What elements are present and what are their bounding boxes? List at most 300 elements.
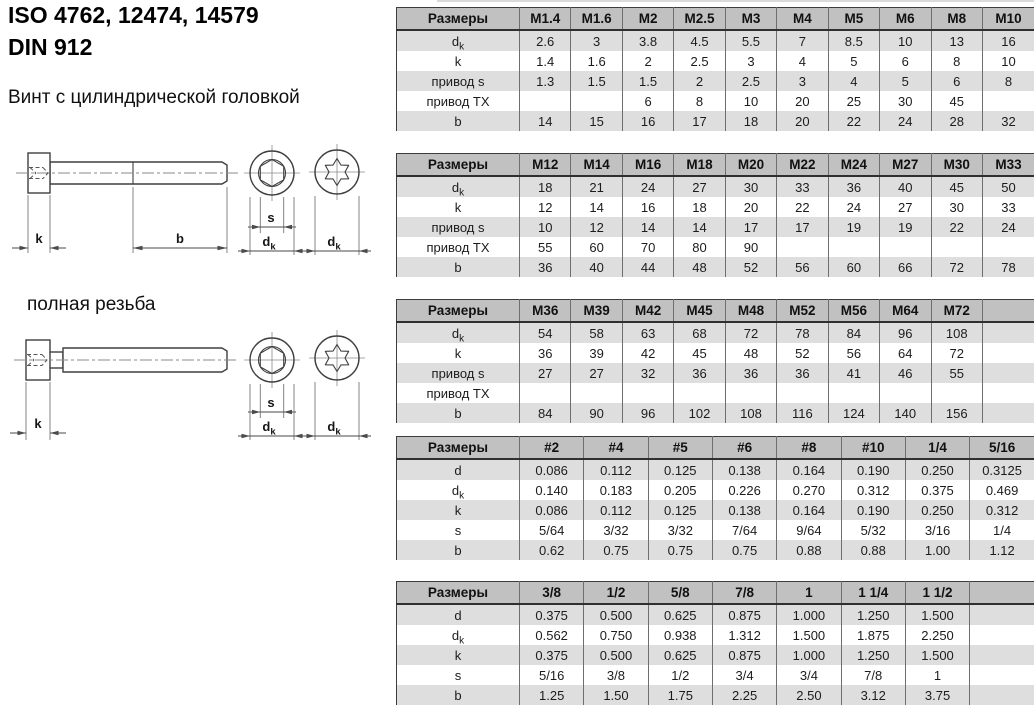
value-cell: 3 [571,30,622,51]
size-column-header: M52 [777,300,828,323]
value-cell: 41 [828,363,879,383]
value-cell: 3.75 [905,685,969,705]
value-cell: 84 [520,403,571,423]
value-cell: 14 [571,197,622,217]
value-cell: 1.4 [520,51,571,71]
value-cell: 1.00 [905,540,969,560]
value-cell: 36 [520,257,571,277]
value-cell [828,237,879,257]
size-column-header: 1 [777,582,841,605]
table-row [397,520,1034,540]
value-cell: 36 [674,363,725,383]
row-label: d [397,604,520,625]
value-cell: 3 [725,51,776,71]
value-cell [982,363,1034,383]
value-cell: 30 [880,91,931,111]
value-cell: 0.500 [584,604,648,625]
value-cell: 8 [674,91,725,111]
value-cell [982,343,1034,363]
value-cell: 56 [777,257,828,277]
dim-label-dk: $d_k$ [327,234,341,253]
value-cell: 1.3 [520,71,571,91]
value-cell: 0.140 [520,480,584,500]
size-column-header: M42 [622,300,673,323]
value-cell: 18 [674,197,725,217]
value-cell: 6 [880,51,931,71]
value-cell: 4.5 [674,30,725,51]
size-column-header [982,300,1034,323]
value-cell: 17 [674,111,725,131]
value-cell: 96 [622,403,673,423]
size-column-header: M6 [880,8,931,31]
value-cell: 0.125 [648,459,712,480]
value-cell: 3/8 [584,665,648,685]
value-cell: 52 [777,343,828,363]
value-cell: 3/32 [584,520,648,540]
value-cell: 140 [880,403,931,423]
screw-drawing-full-thread [0,330,390,455]
value-cell: 0.164 [777,500,841,520]
value-cell: 3/4 [777,665,841,685]
value-cell: 36 [725,363,776,383]
value-cell: 54 [520,322,571,343]
page-title-standards: ISO 4762, 12474, 14579 [8,2,259,29]
value-cell: 16 [622,111,673,131]
value-cell: 7/8 [841,665,905,685]
value-cell [982,403,1034,423]
table-row [397,30,1034,51]
value-cell: 0.500 [584,645,648,665]
dim-label-k: k [35,231,43,246]
row-label: k [397,343,520,363]
value-cell: 0.375 [905,480,969,500]
size-column-header: M1.6 [571,8,622,31]
dimension-tables [396,7,1034,705]
table-row [397,459,1034,480]
value-cell: 1.25 [520,685,584,705]
value-cell: 0.3125 [970,459,1034,480]
value-cell: 13 [931,30,982,51]
size-column-header: M2 [622,8,673,31]
value-cell [970,665,1034,685]
value-cell: 18 [520,176,571,197]
size-column-header: 5/16 [970,437,1034,460]
value-cell: 2.6 [520,30,571,51]
screw-drawing-partial-thread [0,143,390,261]
size-column-header: M45 [674,300,725,323]
row-label: b [397,257,520,277]
value-cell: 0.562 [520,625,584,645]
value-cell: 27 [571,363,622,383]
value-cell: 1 [905,665,969,685]
value-cell: 48 [725,343,776,363]
value-cell: 60 [828,257,879,277]
table-row [397,51,1034,71]
size-column-header: M18 [674,154,725,177]
row-label-column-header: Размеры [397,154,520,177]
value-cell: 48 [674,257,725,277]
dim-label-dk: $d_k$ [262,419,276,438]
torx-end-view [303,330,371,440]
size-column-header: M1.4 [520,8,571,31]
value-cell: 102 [674,403,725,423]
value-cell: 10 [880,30,931,51]
row-label-column-header: Размеры [397,437,520,460]
value-cell: 5 [880,71,931,91]
value-cell: 0.875 [712,645,776,665]
size-column-header: M48 [725,300,776,323]
value-cell: 32 [982,111,1034,131]
size-column-header: M64 [880,300,931,323]
value-cell [520,383,571,403]
size-column-header: M16 [622,154,673,177]
value-cell: 0.75 [584,540,648,560]
value-cell: 68 [674,322,725,343]
row-label: b [397,403,520,423]
table-row [397,217,1034,237]
value-cell [622,383,673,403]
size-column-header [970,582,1034,605]
size-column-header: 1/4 [905,437,969,460]
table-row [397,604,1034,625]
page-title-din: DIN 912 [8,34,92,61]
value-cell: 0.375 [520,645,584,665]
value-cell: 78 [982,257,1034,277]
value-cell: 0.75 [648,540,712,560]
size-column-header: 3/8 [520,582,584,605]
value-cell [970,604,1034,625]
value-cell: 0.270 [777,480,841,500]
value-cell: 1.500 [905,604,969,625]
size-column-header: #5 [648,437,712,460]
row-label: привод TX [397,91,520,111]
size-column-header: M22 [777,154,828,177]
row-label: $d_k$ [397,480,520,500]
value-cell: 2.25 [712,685,776,705]
dim-label-b: b [176,231,184,246]
value-cell: 24 [622,176,673,197]
value-cell: 0.250 [905,459,969,480]
value-cell: 1.875 [841,625,905,645]
value-cell [970,645,1034,665]
top-edge-artifact-strip [437,0,1034,2]
value-cell: 30 [931,197,982,217]
table-row [397,403,1034,423]
hex-socket-end-view [238,332,306,440]
value-cell: 10 [725,91,776,111]
value-cell [828,383,879,403]
value-cell: 16 [982,30,1034,51]
value-cell: 6 [931,71,982,91]
row-label-column-header: Размеры [397,300,520,323]
value-cell: 10 [982,51,1034,71]
value-cell: 46 [880,363,931,383]
header-row [397,154,1034,177]
value-cell: 36 [777,363,828,383]
value-cell: 116 [777,403,828,423]
value-cell [520,91,571,111]
hex-socket-end-view [238,145,306,255]
value-cell: 20 [725,197,776,217]
value-cell [982,383,1034,403]
dimension-table-inch-small [396,436,1034,560]
value-cell: 2 [674,71,725,91]
value-cell: 0.88 [841,540,905,560]
value-cell: 30 [725,176,776,197]
value-cell: 1.250 [841,645,905,665]
value-cell: 19 [880,217,931,237]
size-column-header: 1 1/2 [905,582,969,605]
value-cell: 10 [520,217,571,237]
dim-label-s: s [267,210,274,225]
value-cell: 2.250 [905,625,969,645]
value-cell: 20 [777,91,828,111]
value-cell: 4 [777,51,828,71]
header-row [397,582,1034,605]
size-column-header: M24 [828,154,879,177]
size-column-header: M3 [725,8,776,31]
value-cell: 6 [622,91,673,111]
value-cell: 0.625 [648,604,712,625]
dimension-table-inch-large [396,581,1034,705]
value-cell: 32 [622,363,673,383]
value-cell [674,383,725,403]
value-cell: 22 [931,217,982,237]
value-cell: 0.226 [712,480,776,500]
table-row [397,197,1034,217]
value-cell: 66 [880,257,931,277]
row-label: b [397,111,520,131]
value-cell: 0.875 [712,604,776,625]
value-cell [571,383,622,403]
size-column-header: M36 [520,300,571,323]
value-cell: 45 [931,91,982,111]
row-label: привод s [397,71,520,91]
table-row [397,665,1034,685]
size-column-header: M27 [880,154,931,177]
screw-side-view [12,153,238,253]
value-cell: 33 [982,197,1034,217]
value-cell: 84 [828,322,879,343]
product-name: Винт с цилиндрической головкой [8,87,300,109]
row-label-column-header: Размеры [397,8,520,31]
row-label: s [397,665,520,685]
size-column-header: M30 [931,154,982,177]
value-cell: 7 [777,30,828,51]
value-cell: 36 [828,176,879,197]
value-cell: 27 [674,176,725,197]
dimension-table-metric-m12-m33 [396,153,1034,277]
value-cell: 63 [622,322,673,343]
value-cell: 7/64 [712,520,776,540]
value-cell: 28 [931,111,982,131]
table-row [397,111,1034,131]
table-row [397,71,1034,91]
value-cell: 14 [520,111,571,131]
value-cell: 42 [622,343,673,363]
value-cell: 1.50 [584,685,648,705]
row-label: $d_k$ [397,625,520,645]
value-cell: 0.75 [712,540,776,560]
full-thread-caption: полная резьба [27,294,156,316]
value-cell: 14 [622,217,673,237]
value-cell: 45 [674,343,725,363]
table-row [397,257,1034,277]
value-cell: 72 [931,257,982,277]
row-label: k [397,645,520,665]
value-cell: 3 [777,71,828,91]
value-cell: 25 [828,91,879,111]
value-cell: 0.375 [520,604,584,625]
value-cell: 1.5 [622,71,673,91]
value-cell [982,237,1034,257]
dim-label-k: k [34,416,42,431]
value-cell: 27 [520,363,571,383]
value-cell: 8 [982,71,1034,91]
table-row [397,383,1034,403]
value-cell: 0.190 [841,500,905,520]
size-column-header: #2 [520,437,584,460]
value-cell: 1.000 [777,604,841,625]
table-row [397,91,1034,111]
row-label: привод s [397,363,520,383]
row-label: k [397,500,520,520]
size-column-header: 1/2 [584,582,648,605]
value-cell: 5 [828,51,879,71]
value-cell: 60 [571,237,622,257]
value-cell: 21 [571,176,622,197]
size-column-header: #6 [712,437,776,460]
value-cell [880,383,931,403]
table-row [397,363,1034,383]
value-cell: 0.086 [520,459,584,480]
value-cell [982,322,1034,343]
value-cell: 124 [828,403,879,423]
value-cell: 0.625 [648,645,712,665]
value-cell: 3/4 [712,665,776,685]
table-row [397,237,1034,257]
value-cell: 1.12 [970,540,1034,560]
value-cell: 40 [880,176,931,197]
value-cell: 8 [931,51,982,71]
value-cell: 0.205 [648,480,712,500]
size-column-header: #10 [841,437,905,460]
value-cell: 56 [828,343,879,363]
value-cell: 96 [880,322,931,343]
size-column-header: #4 [584,437,648,460]
value-cell: 1.5 [571,71,622,91]
value-cell: 2 [622,51,673,71]
dim-label-s: s [267,395,274,410]
value-cell [970,685,1034,705]
value-cell: 39 [571,343,622,363]
value-cell: 1/2 [648,665,712,685]
size-column-header: M4 [777,8,828,31]
row-label: k [397,197,520,217]
size-column-header: M56 [828,300,879,323]
row-label: $d_k$ [397,176,520,197]
value-cell: 4 [828,71,879,91]
value-cell [880,237,931,257]
size-column-header: M2.5 [674,8,725,31]
value-cell: 0.190 [841,459,905,480]
value-cell: 52 [725,257,776,277]
value-cell: 0.183 [584,480,648,500]
value-cell: 3/16 [905,520,969,540]
value-cell: 33 [777,176,828,197]
table-row [397,540,1034,560]
value-cell: 78 [777,322,828,343]
table-row [397,176,1034,197]
table-row [397,480,1034,500]
value-cell: 17 [725,217,776,237]
value-cell: 14 [674,217,725,237]
value-cell: 1.312 [712,625,776,645]
value-cell: 0.88 [777,540,841,560]
size-column-header: M14 [571,154,622,177]
value-cell: 3.8 [622,30,673,51]
size-column-header: M72 [931,300,982,323]
value-cell: 3.12 [841,685,905,705]
value-cell: 16 [622,197,673,217]
value-cell: 2.5 [674,51,725,71]
value-cell: 0.112 [584,459,648,480]
value-cell: 12 [571,217,622,237]
value-cell: 50 [982,176,1034,197]
size-column-header: #8 [777,437,841,460]
size-column-header: M10 [982,8,1034,31]
value-cell: 80 [674,237,725,257]
value-cell [970,625,1034,645]
value-cell: 0.138 [712,459,776,480]
value-cell: 0.750 [584,625,648,645]
value-cell [982,91,1034,111]
dimension-table-metric-m1_4-m10 [396,7,1034,131]
value-cell: 24 [828,197,879,217]
value-cell: 3/32 [648,520,712,540]
value-cell: 1.500 [905,645,969,665]
value-cell: 55 [520,237,571,257]
table-row [397,625,1034,645]
value-cell: 44 [622,257,673,277]
row-label: b [397,540,520,560]
dimension-table-metric-m36-m72 [396,299,1034,423]
value-cell: 1.000 [777,645,841,665]
value-cell [931,383,982,403]
size-column-header: M20 [725,154,776,177]
row-label: $d_k$ [397,30,520,51]
value-cell: 55 [931,363,982,383]
dim-label-dk: $d_k$ [327,419,341,438]
value-cell [777,237,828,257]
value-cell [777,383,828,403]
value-cell: 58 [571,322,622,343]
value-cell: 72 [725,322,776,343]
table-row [397,645,1034,665]
value-cell: 108 [725,403,776,423]
row-label: d [397,459,520,480]
size-column-header: M39 [571,300,622,323]
value-cell: 22 [777,197,828,217]
value-cell: 156 [931,403,982,423]
row-label: привод TX [397,383,520,403]
size-column-header: 7/8 [712,582,776,605]
torx-end-view [303,144,371,255]
value-cell: 24 [982,217,1034,237]
value-cell: 0.125 [648,500,712,520]
value-cell [725,383,776,403]
value-cell: 8.5 [828,30,879,51]
